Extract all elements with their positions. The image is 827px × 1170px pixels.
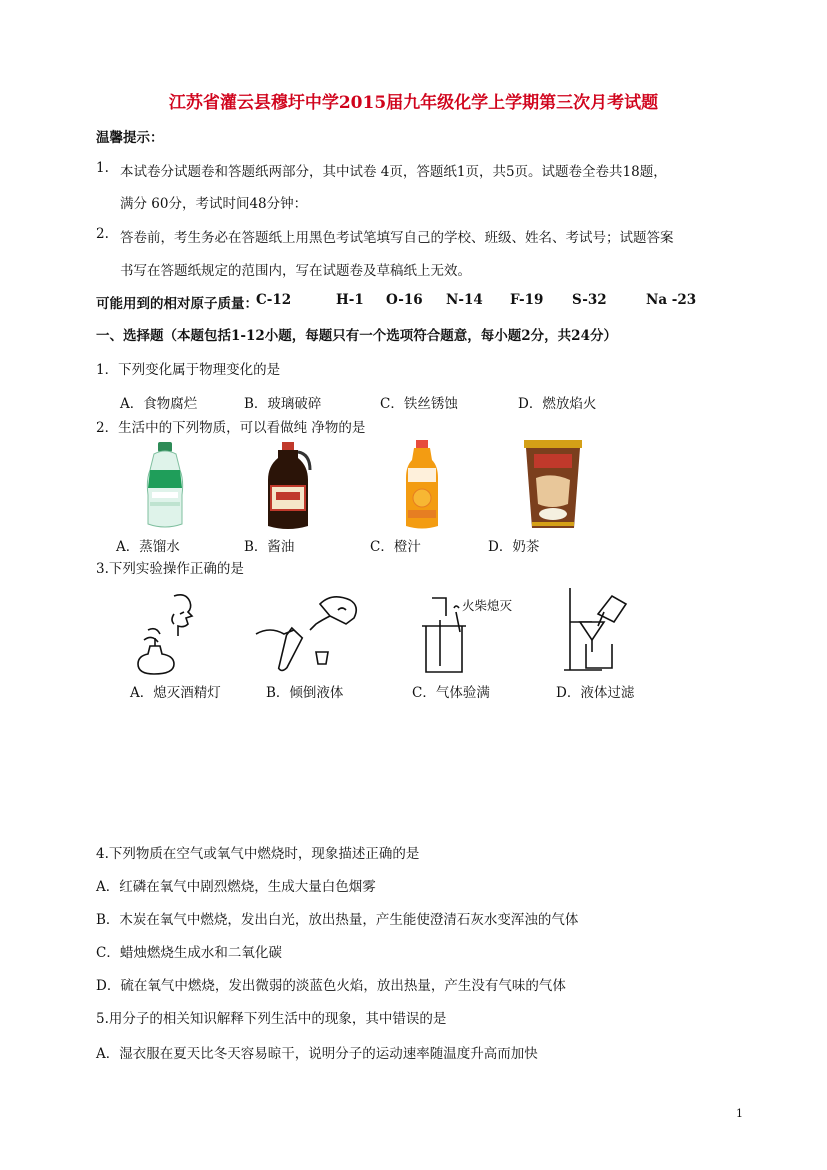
water-bottle-image: [140, 440, 190, 532]
q2-stem: 2．生活中的下列物质，可以看做纯 净物的是: [96, 420, 366, 436]
q1-stem: 1．下列变化属于物理变化的是: [96, 362, 281, 378]
q4-option-b: B．木炭在氧气中燃烧，发出白光，放出热量，产生能使澄清石灰水变浑浊的气体: [96, 912, 579, 928]
atomic-mass-n: N-14: [446, 292, 483, 308]
tip-2-line-1: 答卷前，考生务必在答题纸上用黑色考试笔填写自己的学校、班级、姓名、考试号；试题答案: [120, 230, 674, 246]
tips-heading: 温馨提示：: [96, 130, 164, 146]
atomic-mass-c: C-12: [256, 292, 292, 308]
q3-option-d: D．液体过滤: [556, 685, 635, 701]
tip-2-line-2: 书写在答题纸规定的范围内，写在试题卷及草稿纸上无效。: [120, 263, 471, 279]
q1-option-a: A．食物腐烂: [120, 396, 198, 412]
q4-option-c: C．蜡烛燃烧生成水和二氧化碳: [96, 945, 282, 961]
blow-out-alcohol-lamp-figure: [134, 590, 218, 676]
q3-option-c: C．气体验满: [412, 685, 490, 701]
soy-sauce-bottle-image: [262, 440, 314, 532]
q2-option-d: D．奶茶: [488, 539, 540, 555]
q4-option-a: A．红磷在氧气中剧烈燃烧，生成大量白色烟雾: [96, 879, 376, 895]
q1-option-c: C．铁丝锈蚀: [380, 396, 458, 412]
tip-2-number: 2.: [96, 226, 109, 242]
q2-option-b: B．酱油: [244, 539, 295, 555]
q2-option-c: C．橙汁: [370, 539, 421, 555]
q3-figure-label: 火柴熄灭: [462, 598, 513, 613]
q1-option-d: D．燃放焰火: [518, 396, 597, 412]
q1-option-b: B．玻璃破碎: [244, 396, 322, 412]
atomic-mass-na: Na -23: [646, 292, 697, 308]
tip-1-number: 1.: [96, 160, 109, 176]
atomic-mass-f: F-19: [510, 292, 544, 308]
page-title: 江苏省灌云县穆圩中学2015届九年级化学上学期第三次月考试题: [168, 93, 659, 113]
q5-option-a: A．湿衣服在夏天比冬天容易晾干，说明分子的运动速率随温度升高而加快: [96, 1046, 538, 1062]
atomic-mass-s: S-32: [572, 292, 607, 308]
q2-option-a: A．蒸馏水: [116, 539, 180, 555]
section-1-heading: 一、选择题（本题包括1-12小题，每题只有一个选项符合题意，每小题2分，共24分）: [96, 328, 617, 344]
q4-option-d: D．硫在氧气中燃烧，发出微弱的淡蓝色火焰，放出热量，产生没有气味的气体: [96, 978, 566, 994]
atomic-mass-h: H-1: [336, 292, 364, 308]
q3-option-a: A．熄灭酒精灯: [130, 685, 221, 701]
q3-option-b: B．倾倒液体: [266, 685, 344, 701]
page-number: 1: [736, 1107, 743, 1120]
atomic-mass-label: 可能用到的相对原子质量：: [96, 296, 258, 312]
filter-liquid-figure: [562, 582, 632, 674]
atomic-mass-o: O-16: [386, 292, 423, 308]
tip-1-line-1: 本试卷分试题卷和答题纸两部分，其中试卷 4页，答题纸1页，共5页。试题卷全卷共18题，: [120, 164, 667, 180]
orange-juice-bottle-image: [404, 438, 440, 532]
pour-liquid-figure: [250, 590, 366, 676]
milk-tea-cup-image: [522, 438, 584, 532]
q3-stem: 3.下列实验操作正确的是: [96, 561, 244, 577]
tip-1-line-2: 满分 60分，考试时间48分钟：: [120, 196, 308, 212]
q5-stem: 5.用分子的相关知识解释下列生活中的现象，其中错误的是: [96, 1011, 447, 1027]
q4-stem: 4.下列物质在空气或氧气中燃烧时，现象描述正确的是: [96, 846, 420, 862]
